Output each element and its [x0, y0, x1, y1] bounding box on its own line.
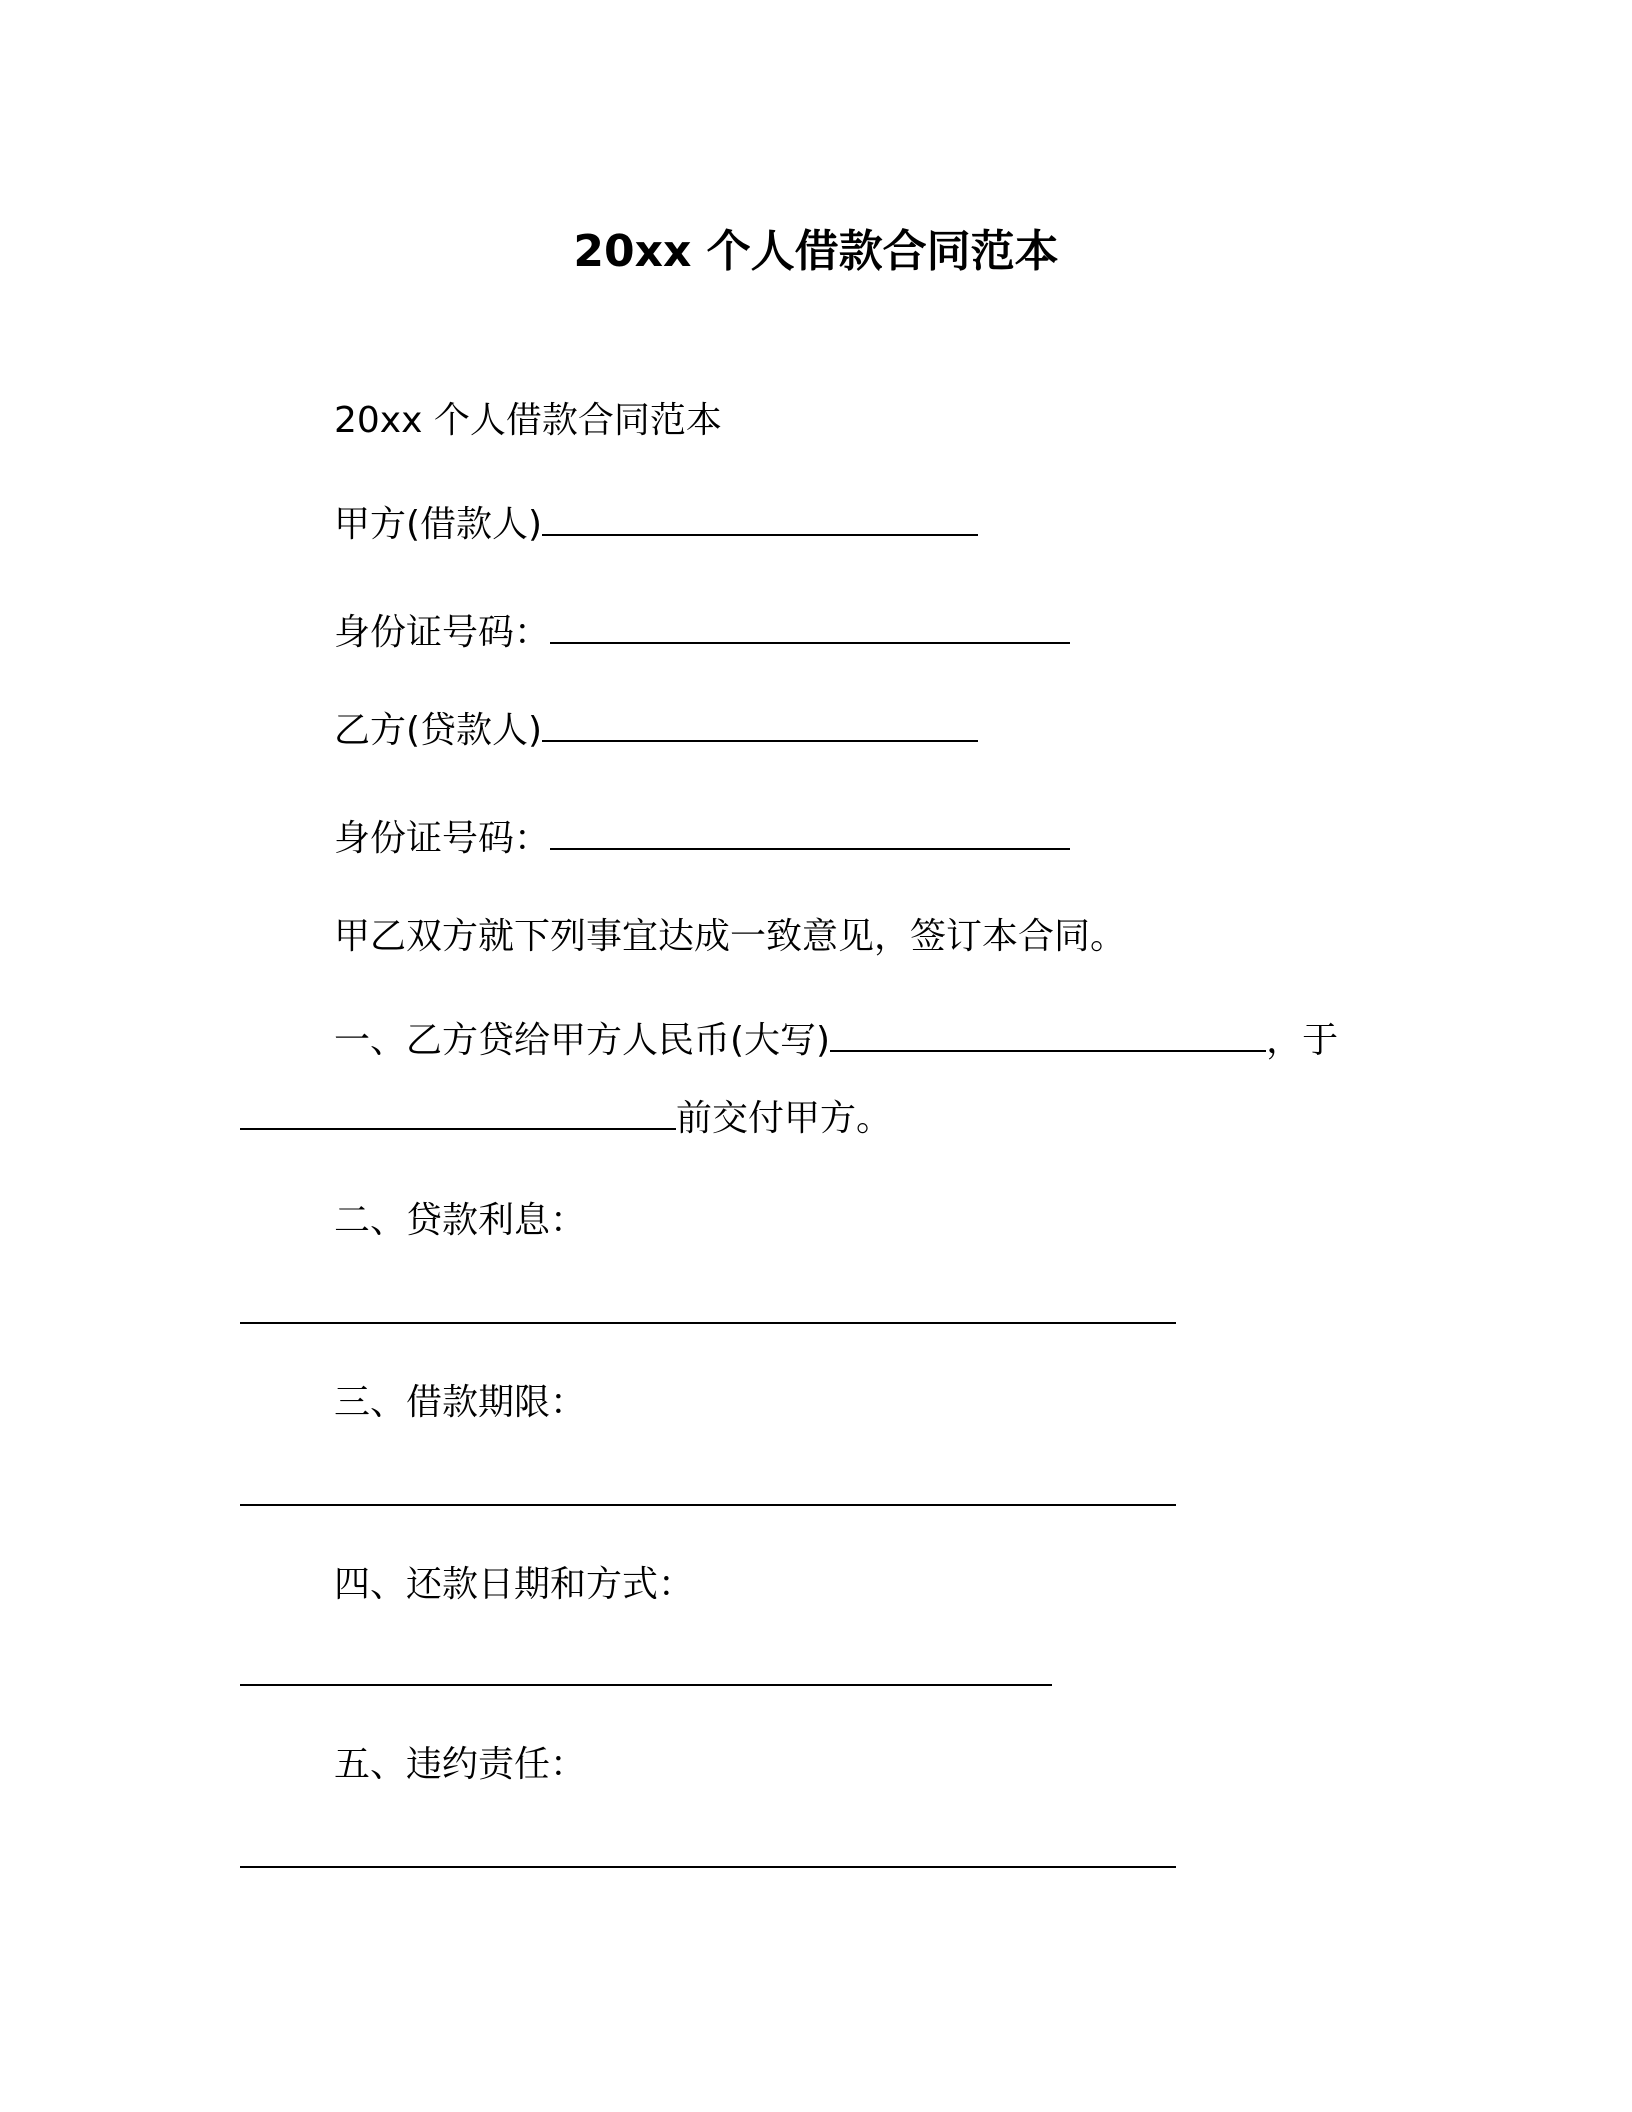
party-b-line [334, 706, 978, 756]
party-b-name-blank [542, 706, 978, 742]
party-a-label: 甲方(借款人) [334, 504, 543, 545]
document-subtitle: 20xx 个人借款合同范本 [334, 400, 722, 441]
clause-5-heading: 五、违约责任： [334, 1744, 587, 1785]
clause-1-text: 一、乙方贷给甲方人民币(大写) [334, 1020, 831, 1061]
term-blank [240, 1504, 1176, 1506]
clause-3-heading: 三、借款期限： [334, 1382, 587, 1423]
party-b-id-blank [550, 814, 1070, 850]
party-a-name-blank [542, 500, 978, 536]
party-a-id-blank [550, 608, 1070, 644]
loan-amount-blank [830, 1016, 1266, 1052]
party-a-line [334, 500, 978, 550]
repayment-blank [240, 1684, 1052, 1686]
clause-1-end: 前交付甲方。 [676, 1098, 893, 1139]
party-a-id-label: 身份证号码： [334, 612, 551, 653]
party-a-id-line [334, 608, 1070, 658]
interest-blank [240, 1322, 1176, 1324]
document-title: 20xx 个人借款合同范本 [573, 226, 1059, 277]
clause-4-heading: 四、还款日期和方式： [334, 1564, 695, 1605]
clause-2-heading: 二、贷款利息： [334, 1200, 587, 1241]
clause-1-tail: ，于 [1266, 1020, 1339, 1061]
clause-1-line [334, 1016, 1338, 1066]
liability-blank [240, 1866, 1176, 1868]
delivery-date-blank [240, 1094, 676, 1130]
party-b-label: 乙方(贷款人) [334, 710, 543, 751]
clause-1-continuation [240, 1094, 892, 1144]
agreement-intro: 甲乙双方就下列事宜达成一致意见，签订本合同。 [334, 916, 1127, 957]
party-b-id-label: 身份证号码： [334, 818, 551, 859]
party-b-id-line [334, 814, 1070, 864]
